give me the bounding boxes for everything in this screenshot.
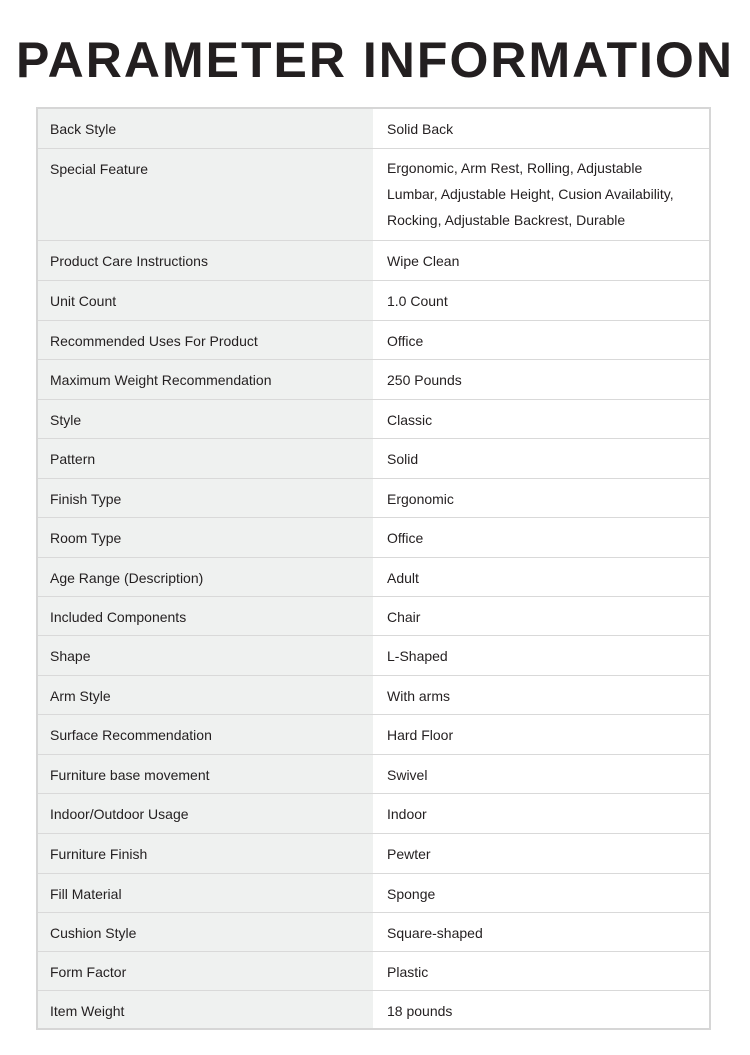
row-label: Recommended Uses For Product [38, 321, 373, 359]
row-label: Product Care Instructions [38, 241, 373, 280]
row-value: Swivel [373, 755, 709, 793]
row-label: Furniture Finish [38, 834, 373, 873]
row-value: Plastic [373, 952, 709, 990]
row-label: Indoor/Outdoor Usage [38, 794, 373, 833]
row-label: Special Feature [38, 149, 373, 240]
row-label: Item Weight [38, 991, 373, 1028]
row-value: Wipe Clean [373, 241, 709, 280]
page-title: PARAMETER INFORMATION [16, 32, 734, 88]
row-label: Back Style [38, 109, 373, 148]
table-row [38, 148, 709, 240]
row-value: Indoor [373, 794, 709, 833]
row-value: Ergonomic, Arm Rest, Rolling, Adjustable Lumbar, Adjustable Height, Cusion Availability, Rocking, Adjustable Backrest, Durable [373, 149, 709, 240]
table-row [38, 635, 709, 675]
row-value: Solid [373, 439, 709, 478]
row-label: Age Range (Description) [38, 558, 373, 596]
table-row [38, 320, 709, 359]
table-row [38, 557, 709, 596]
row-value: Square-shaped [373, 913, 709, 951]
row-label: Arm Style [38, 676, 373, 714]
table-row [38, 517, 709, 557]
row-label: Surface Recommendation [38, 715, 373, 754]
row-label: Style [38, 400, 373, 438]
table-row [38, 873, 709, 912]
row-value: Adult [373, 558, 709, 596]
row-label: Room Type [38, 518, 373, 557]
row-label: Form Factor [38, 952, 373, 990]
table-row [38, 833, 709, 873]
row-value: With arms [373, 676, 709, 714]
row-value: Sponge [373, 874, 709, 912]
table-row [38, 675, 709, 714]
table-row [38, 754, 709, 793]
row-value: Classic [373, 400, 709, 438]
table-row [38, 793, 709, 833]
row-label: Furniture base movement [38, 755, 373, 793]
row-value: Solid Back [373, 109, 709, 148]
row-value: Office [373, 321, 709, 359]
table-row [38, 912, 709, 951]
table-row [38, 596, 709, 635]
table-row [38, 951, 709, 990]
table-row [38, 990, 709, 1028]
row-value: Pewter [373, 834, 709, 873]
table-row [38, 280, 709, 320]
table-row [38, 399, 709, 438]
row-label: Shape [38, 636, 373, 675]
row-value: Hard Floor [373, 715, 709, 754]
row-value: Chair [373, 597, 709, 635]
row-label: Unit Count [38, 281, 373, 320]
row-label: Pattern [38, 439, 373, 478]
row-value: L-Shaped [373, 636, 709, 675]
table-row [38, 714, 709, 754]
row-label: Included Components [38, 597, 373, 635]
table-row [38, 478, 709, 517]
row-value: Office [373, 518, 709, 557]
row-label: Fill Material [38, 874, 373, 912]
table-row [38, 240, 709, 280]
row-value: 18 pounds [373, 991, 709, 1028]
row-label: Maximum Weight Recommendation [38, 360, 373, 399]
row-label: Cushion Style [38, 913, 373, 951]
row-value: 250 Pounds [373, 360, 709, 399]
table-row [38, 109, 709, 148]
table-row [38, 359, 709, 399]
row-value: Ergonomic [373, 479, 709, 517]
row-label: Finish Type [38, 479, 373, 517]
row-value: 1.0 Count [373, 281, 709, 320]
parameter-table [36, 107, 711, 1030]
table-row [38, 438, 709, 478]
